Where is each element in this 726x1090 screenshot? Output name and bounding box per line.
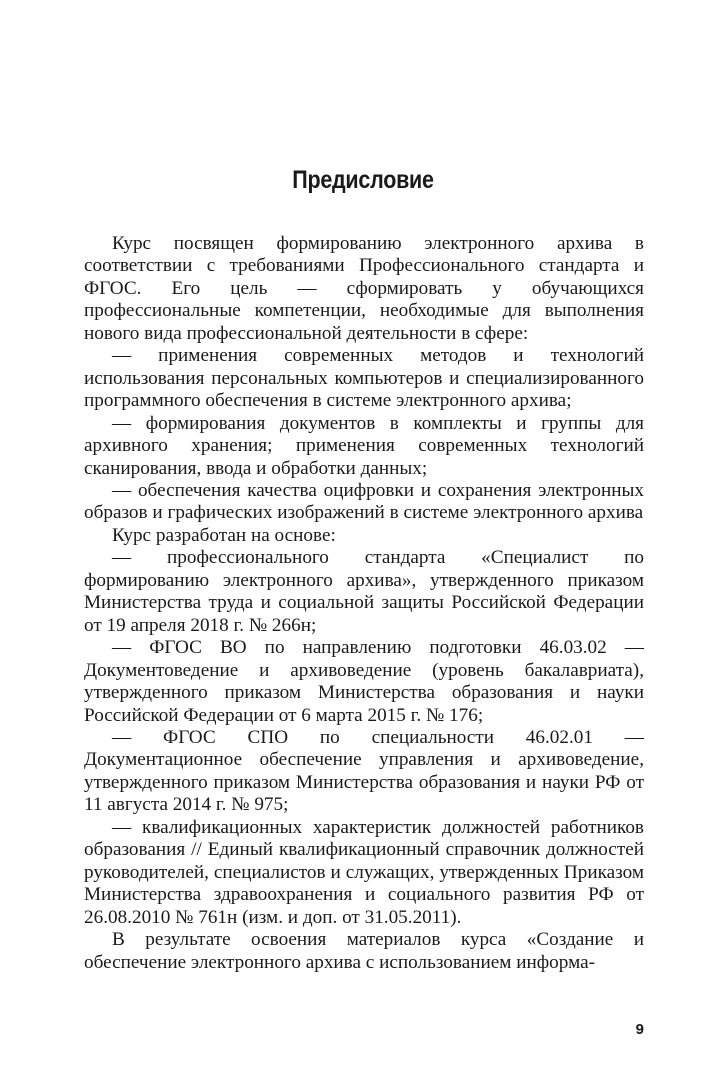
paragraph-basis: Курс разработан на основе:: [112, 524, 336, 546]
paragraph-item-fgos-spo: — ФГОС СПО по специальности 46.02.01 — Документационное обеспечение управления и архивоведение, утвержденного приказом Министерства образования и науки РФ от 11 августа 2014 г. № 975;: [84, 726, 644, 816]
paragraph-result: В результате освоения материалов курса «Создание и обеспечение электронного архива с использованием информа-: [84, 929, 644, 973]
preface-body: [84, 233, 644, 974]
page-title: Предисловие: [292, 166, 434, 194]
page-number: 9: [635, 1021, 644, 1038]
paragraph-intro: Курс посвящен формированию электронного архива в соответствии с требованиями Профессионального стандарта и ФГОС. Его цель — сформировать у обучающихся профессиональные компетенции, необходимые для выполнения нового вида профессиональной деятельности в сфере:: [84, 233, 644, 344]
paragraph-item-methods: — применения современных методов и технологий использования персональных компьютеров и специализированного программного обеспечения в системе электронного архива;: [84, 345, 644, 412]
paragraph-item-quality: — обеспечения качества оцифровки и сохранения электронных образов и графических изображений в системе электронного архива: [84, 479, 644, 524]
paragraph-item-standard: — профессионального стандарта «Специалист по формированию электронного архива», утвержденного приказом Министерства труда и социальной защиты Российской Федерации от 19 апреля 2018 г. № 266н;: [84, 547, 644, 636]
paragraph-item-fgos-vo: — ФГОС ВО по направлению подготовки 46.03.02 — Документоведение и архивоведение (уровень бакалавриата), утвержденного приказом Министерства образования и науки Российской Федерации от 6 марта 2015 г. № 176;: [84, 637, 644, 726]
paragraph-item-qualifications: — квалификационных характеристик должностей работников образования // Единый квалификационный справочник должностей руководителей, специалистов и служащих, утвержденных Приказом Министерства здравоохранения и социального развития РФ от 26.08.2010 № 761н (изм. и доп. от 31.05.2011).: [84, 816, 644, 928]
paragraph-item-documents: — формирования документов в комплекты и группы для архивного хранения; применения современных технологий сканирования, ввода и обработки данных;: [84, 412, 644, 479]
